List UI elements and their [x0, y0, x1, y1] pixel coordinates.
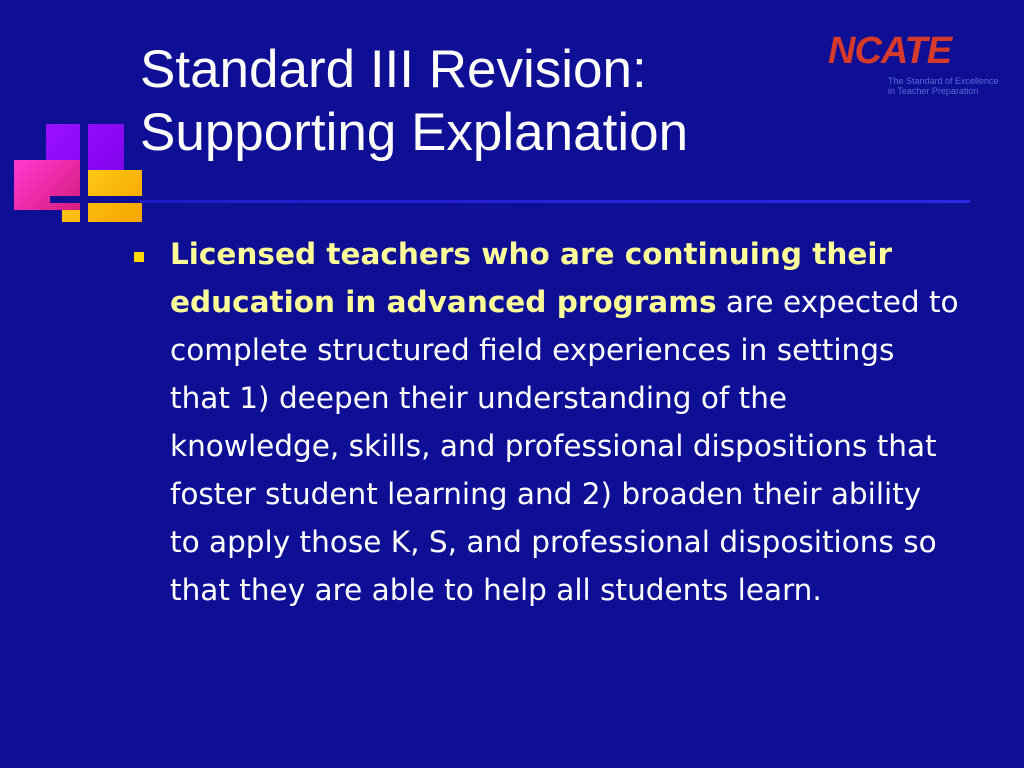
decorative-horizontal-line [50, 196, 144, 203]
ncate-logo [828, 30, 1024, 102]
logo-tagline-line-1: The Standard of Excellence [888, 76, 999, 86]
ncate-logo-tagline [888, 76, 999, 96]
bullet-body: are expected to complete structured field experiences in settings that 1) deepen their understanding of the knowledge, skills, and professional dispositions that foster student learning and 2) broaden their ability to apply those K, S, and professional dispositions so that they are able to help all students learn. [170, 285, 959, 607]
ncate-logo-wordmark: NCATE [828, 30, 952, 72]
bullet-item [130, 230, 960, 614]
square-bullet-icon [134, 252, 144, 262]
slide-content [130, 230, 960, 614]
title-divider [140, 200, 970, 203]
logo-tagline-line-2: in Teacher Preparation [888, 86, 979, 96]
bullet-text [170, 230, 960, 614]
slide-title [140, 38, 688, 164]
slide-title-line-1: Standard III Revision: [140, 40, 647, 99]
slide-title-line-2: Supporting Explanation [140, 103, 689, 162]
bullet-emphasis: Licensed teachers who are continuing their education in advanced programs [170, 237, 893, 319]
decorative-vertical-line [80, 124, 88, 224]
